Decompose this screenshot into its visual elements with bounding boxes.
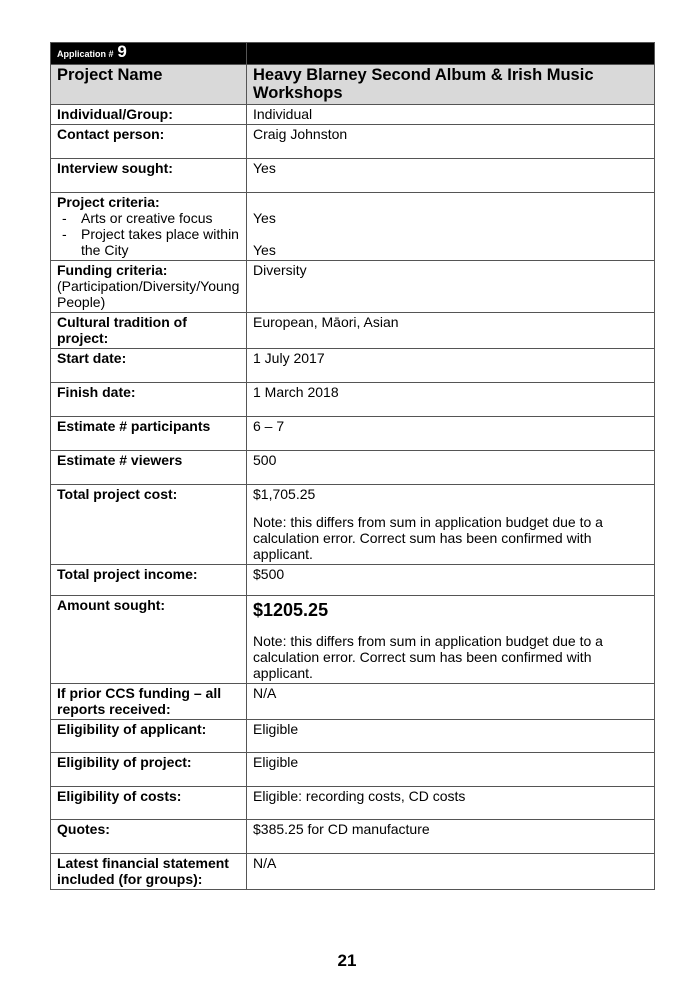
prior-funding-row xyxy=(51,684,655,720)
project-criteria-list xyxy=(57,210,240,258)
total-income-value: $500 xyxy=(247,565,655,596)
page-number: 21 xyxy=(337,951,357,970)
individual-group-value: Individual xyxy=(247,105,655,125)
total-cost-label: Total project cost: xyxy=(51,485,247,565)
start-date-row xyxy=(51,349,655,383)
prior-funding-value: N/A xyxy=(247,684,655,720)
cultural-tradition-value: European, Māori, Asian xyxy=(247,313,655,349)
project-name-row xyxy=(51,65,655,105)
criteria-item: - Project takes place within the City xyxy=(57,226,240,258)
project-criteria-row xyxy=(51,193,655,261)
financial-statement-label: Latest financial statement included (for groups): xyxy=(51,854,247,890)
eligibility-project-value: Eligible xyxy=(247,753,655,787)
prior-funding-label: If prior CCS funding – all reports received: xyxy=(51,684,247,720)
interview-label: Interview sought: xyxy=(51,159,247,193)
application-table xyxy=(50,42,655,890)
participants-label: Estimate # participants xyxy=(51,417,247,451)
viewers-row xyxy=(51,451,655,485)
eligibility-project-label: Eligibility of project: xyxy=(51,753,247,787)
quotes-row xyxy=(51,820,655,854)
amount-sought-cell xyxy=(247,596,655,684)
interview-row xyxy=(51,159,655,193)
contact-row xyxy=(51,125,655,159)
application-number-cell xyxy=(51,43,247,65)
financial-statement-value: N/A xyxy=(247,854,655,890)
header-blank-cell xyxy=(247,43,655,65)
contact-value: Craig Johnston xyxy=(247,125,655,159)
criteria-value: Yes xyxy=(253,242,276,258)
viewers-value: 500 xyxy=(247,451,655,485)
interview-value: Yes xyxy=(247,159,655,193)
cultural-tradition-row xyxy=(51,313,655,349)
amount-sought-value: $1205.25 xyxy=(253,600,329,620)
amount-sought-row xyxy=(51,596,655,684)
finish-date-value: 1 March 2018 xyxy=(247,383,655,417)
eligibility-applicant-row xyxy=(51,720,655,753)
quotes-label: Quotes: xyxy=(51,820,247,854)
eligibility-costs-row xyxy=(51,787,655,820)
eligibility-project-row xyxy=(51,753,655,787)
individual-group-row xyxy=(51,105,655,125)
cultural-tradition-label: Cultural tradition of project: xyxy=(51,313,247,349)
total-cost-value: $1,705.25 xyxy=(253,486,316,502)
project-name-value: Heavy Blarney Second Album & Irish Music Workshops xyxy=(247,65,655,105)
eligibility-costs-value: Eligible: recording costs, CD costs xyxy=(247,787,655,820)
total-income-label: Total project income: xyxy=(51,565,247,596)
participants-row xyxy=(51,417,655,451)
finish-date-label: Finish date: xyxy=(51,383,247,417)
eligibility-applicant-label: Eligibility of applicant: xyxy=(51,720,247,753)
funding-criteria-sublabel: (Participation/Diversity/Young People) xyxy=(57,278,240,310)
application-header-row xyxy=(51,43,655,65)
individual-group-label: Individual/Group: xyxy=(51,105,247,125)
total-income-row xyxy=(51,565,655,596)
finish-date-row xyxy=(51,383,655,417)
project-criteria-label: Project criteria: xyxy=(57,194,160,210)
amount-sought-label: Amount sought: xyxy=(51,596,247,684)
eligibility-costs-label: Eligibility of costs: xyxy=(51,787,247,820)
funding-criteria-cell xyxy=(51,261,247,313)
application-label: Application # xyxy=(57,49,114,59)
start-date-label: Start date: xyxy=(51,349,247,383)
total-cost-note: Note: this differs from sum in application budget due to a calculation error. Correct sum has been confirmed with applicant. xyxy=(253,514,603,562)
amount-sought-note: Note: this differs from sum in application budget due to a calculation error. Correct sum has been confirmed with applicant. xyxy=(253,633,603,681)
funding-criteria-value: Diversity xyxy=(247,261,655,313)
funding-criteria-label: Funding criteria: xyxy=(57,262,168,278)
criteria-value: Yes xyxy=(253,210,276,226)
financial-statement-row xyxy=(51,854,655,890)
viewers-label: Estimate # viewers xyxy=(51,451,247,485)
quotes-value: $385.25 for CD manufacture xyxy=(247,820,655,854)
criteria-item: - Arts or creative focus xyxy=(57,210,240,226)
participants-value: 6 – 7 xyxy=(247,417,655,451)
application-number: 9 xyxy=(117,42,127,61)
contact-label: Contact person: xyxy=(51,125,247,159)
project-criteria-cell xyxy=(51,193,247,261)
project-criteria-values xyxy=(247,193,655,261)
eligibility-applicant-value: Eligible xyxy=(247,720,655,753)
total-cost-row xyxy=(51,485,655,565)
total-cost-cell xyxy=(247,485,655,565)
start-date-value: 1 July 2017 xyxy=(247,349,655,383)
funding-criteria-row xyxy=(51,261,655,313)
project-name-label: Project Name xyxy=(51,65,247,105)
